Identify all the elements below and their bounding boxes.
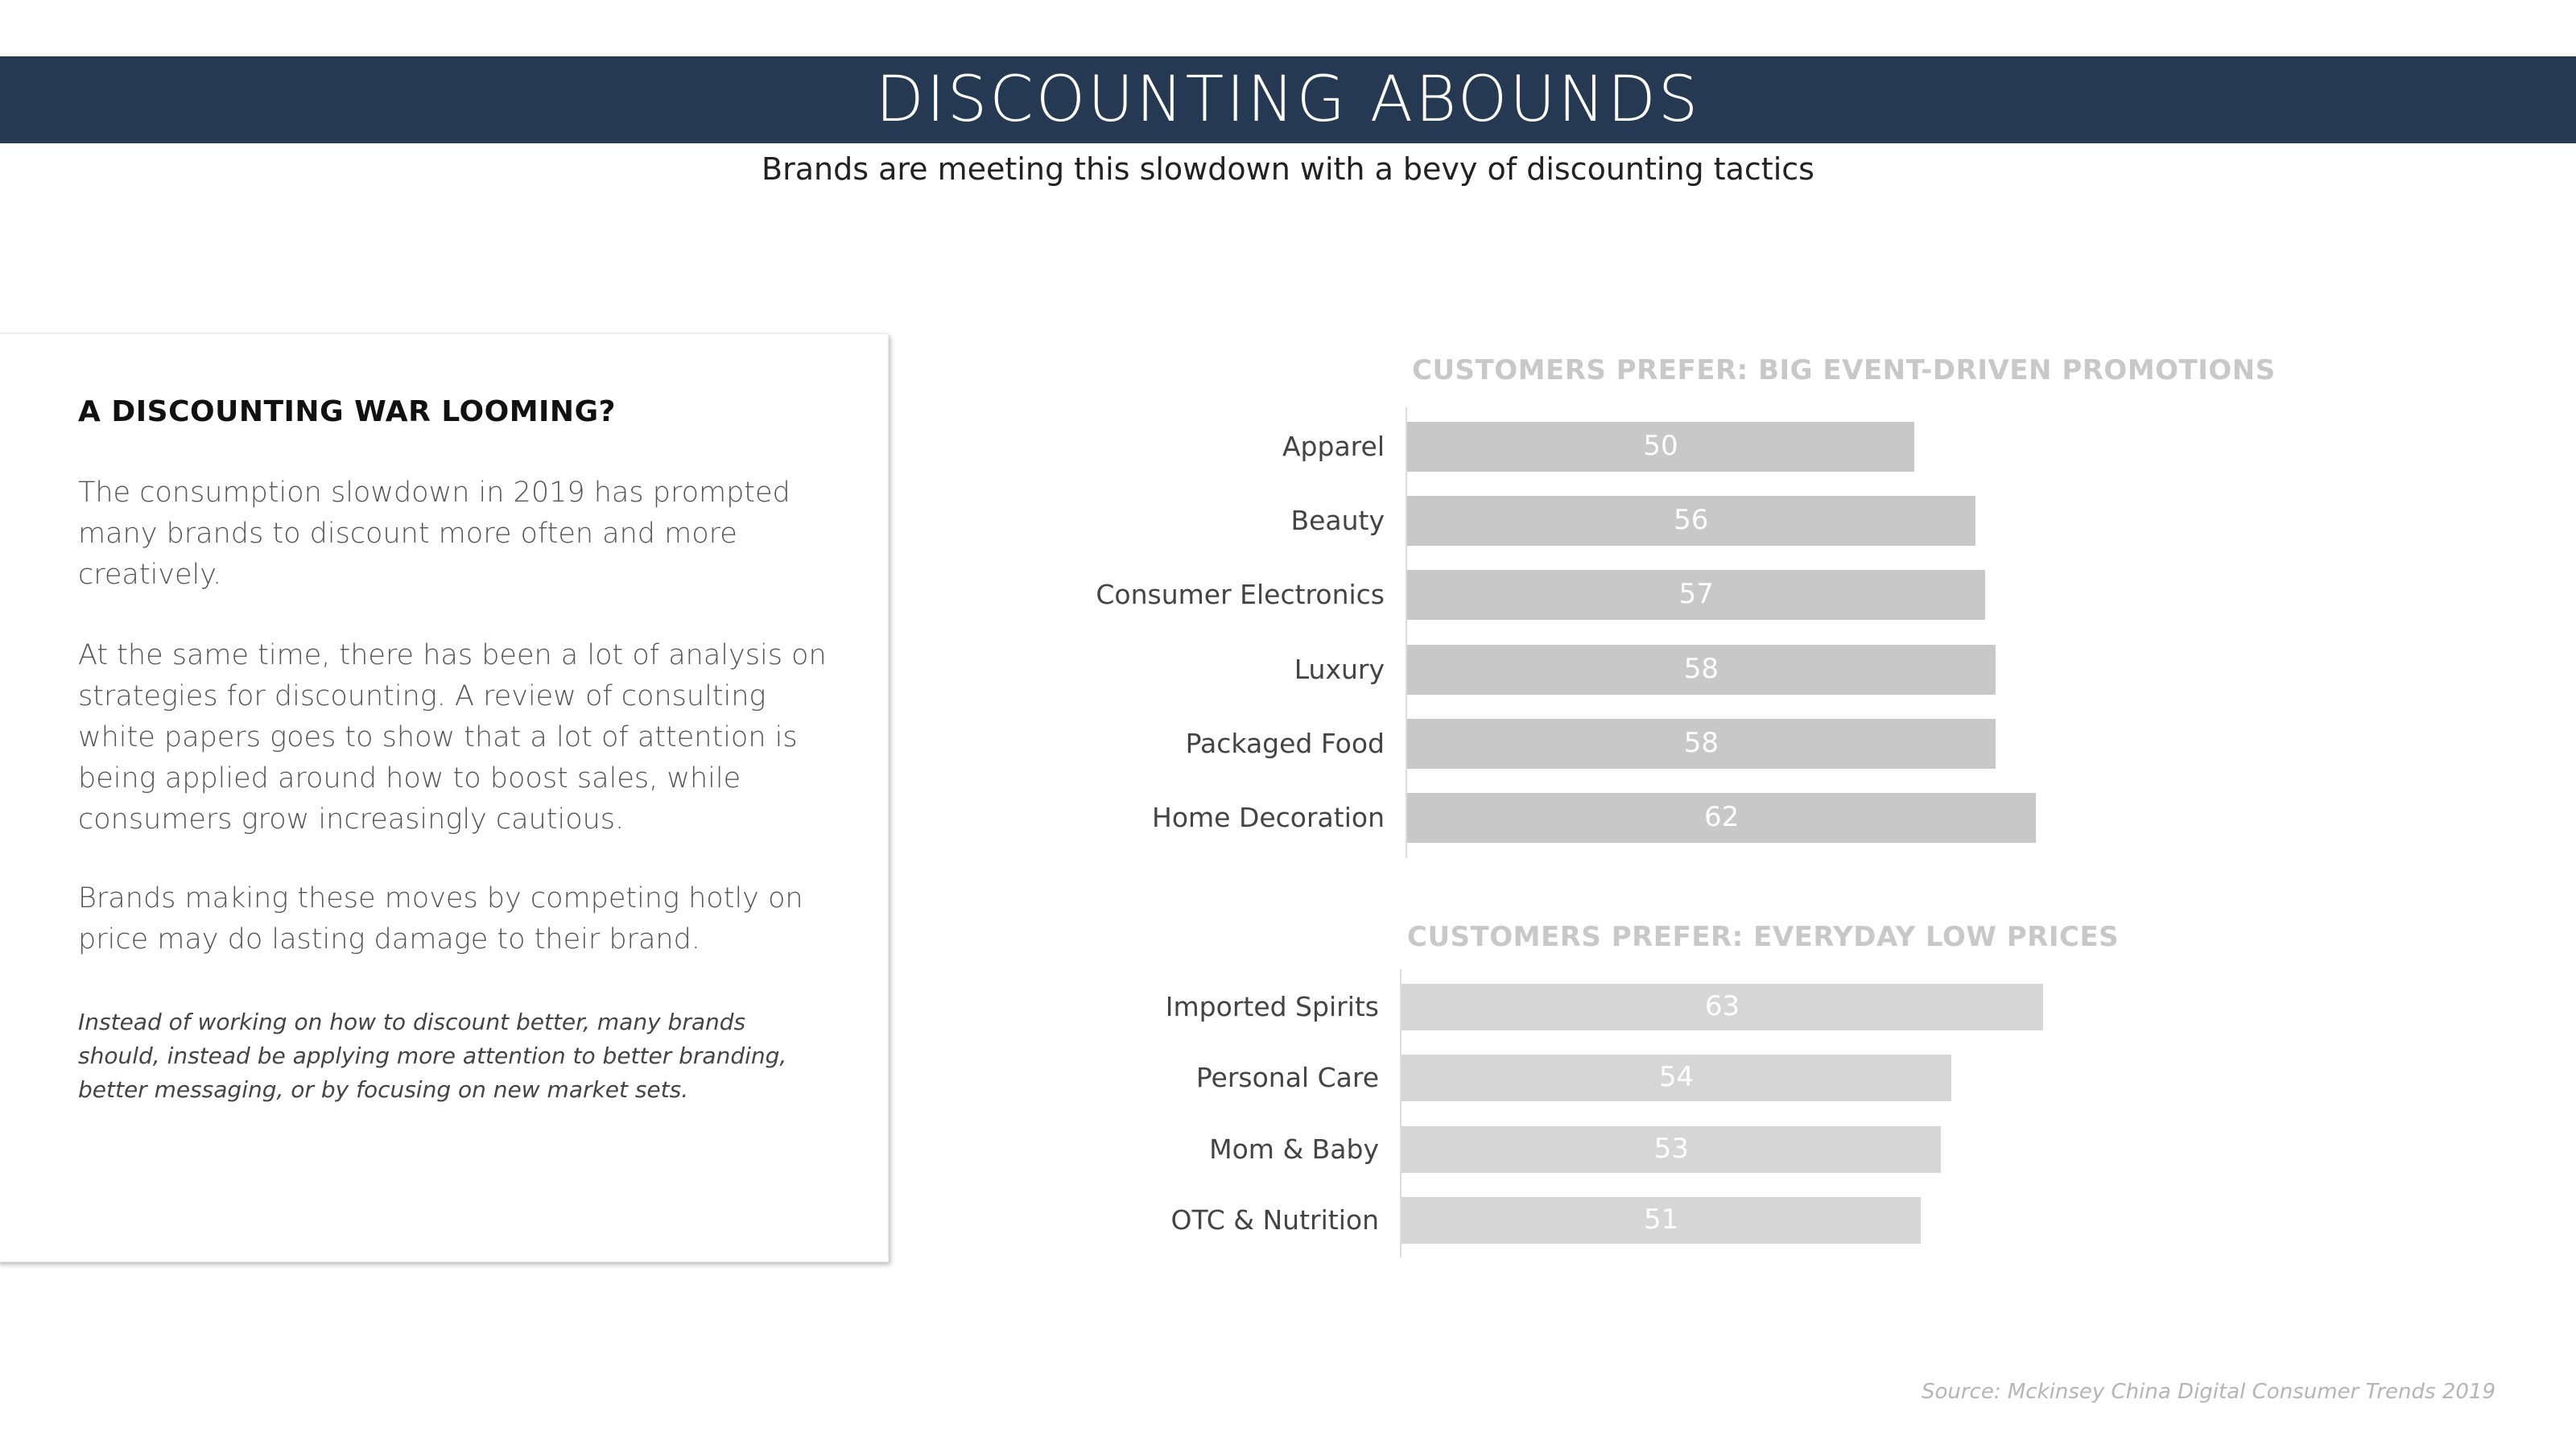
bar-value-label: 63 (1704, 990, 1740, 1022)
bar-value-label: 57 (1678, 578, 1714, 611)
category-label: OTC & Nutrition (1170, 1203, 1379, 1236)
category-label: Mom & Baby (1209, 1133, 1379, 1165)
panel-paragraph-1: The consumption slowdown in 2019 has prompted many brands to discount more often and more creatively. (78, 477, 791, 591)
page-title: DISCOUNTING ABOUNDS (875, 64, 1701, 136)
category-label: Imported Spirits (1165, 991, 1379, 1022)
category-label: Personal Care (1195, 1062, 1379, 1094)
chart-title-everyday-low-prices: CUSTOMERS PREFER: EVERYDAY LOW PRICES (1407, 921, 2120, 953)
page-subtitle: Brands are meeting this slowdown with a bevy of discounting tactics (762, 151, 1814, 187)
panel-paragraph-2: At the same time, there has been a lot of analysis on strategies for discounting. A review of consulting white papers goes to show that a lot of attention is being applied around how to boost sales, while consumers grow increasingly cautious. (78, 639, 827, 836)
bar-value-label: 50 (1643, 430, 1678, 462)
bar-value-label: 58 (1683, 652, 1719, 685)
bar-value-label: 53 (1653, 1132, 1689, 1165)
panel-paragraph-3: Brands making these moves by competing hotly on price may do lasting damage to their brand. (78, 882, 803, 956)
bar-value-label: 51 (1643, 1203, 1679, 1236)
title-bar (0, 56, 2576, 143)
chart-title-event-promotions: CUSTOMERS PREFER: BIG EVENT-DRIVEN PROMOTIONS (1412, 354, 2276, 386)
category-label: Beauty (1290, 505, 1385, 537)
panel-note: Instead of working on how to discount better, many brands should, instead be applying more attention to better branding, better messaging, or by focusing on new market sets. (78, 1009, 787, 1103)
text-panel (0, 333, 889, 1262)
category-label: Packaged Food (1185, 727, 1385, 759)
source-note: Source: Mckinsey China Digital Consumer Trends 2019 (1921, 1380, 2496, 1404)
chart-axis-line (1406, 407, 1407, 858)
bar-value-label: 62 (1703, 801, 1740, 833)
bar-value-label: 54 (1658, 1061, 1695, 1094)
category-label: Consumer Electronics (1096, 579, 1385, 611)
category-label: Luxury (1294, 653, 1385, 685)
panel-heading: A DISCOUNTING WAR LOOMING? (78, 395, 616, 428)
bar-charts (950, 338, 2479, 1304)
category-label: Home Decoration (1152, 802, 1385, 833)
category-label: Apparel (1282, 431, 1385, 462)
bar-value-label: 56 (1674, 504, 1709, 537)
bar-value-label: 58 (1683, 726, 1719, 759)
